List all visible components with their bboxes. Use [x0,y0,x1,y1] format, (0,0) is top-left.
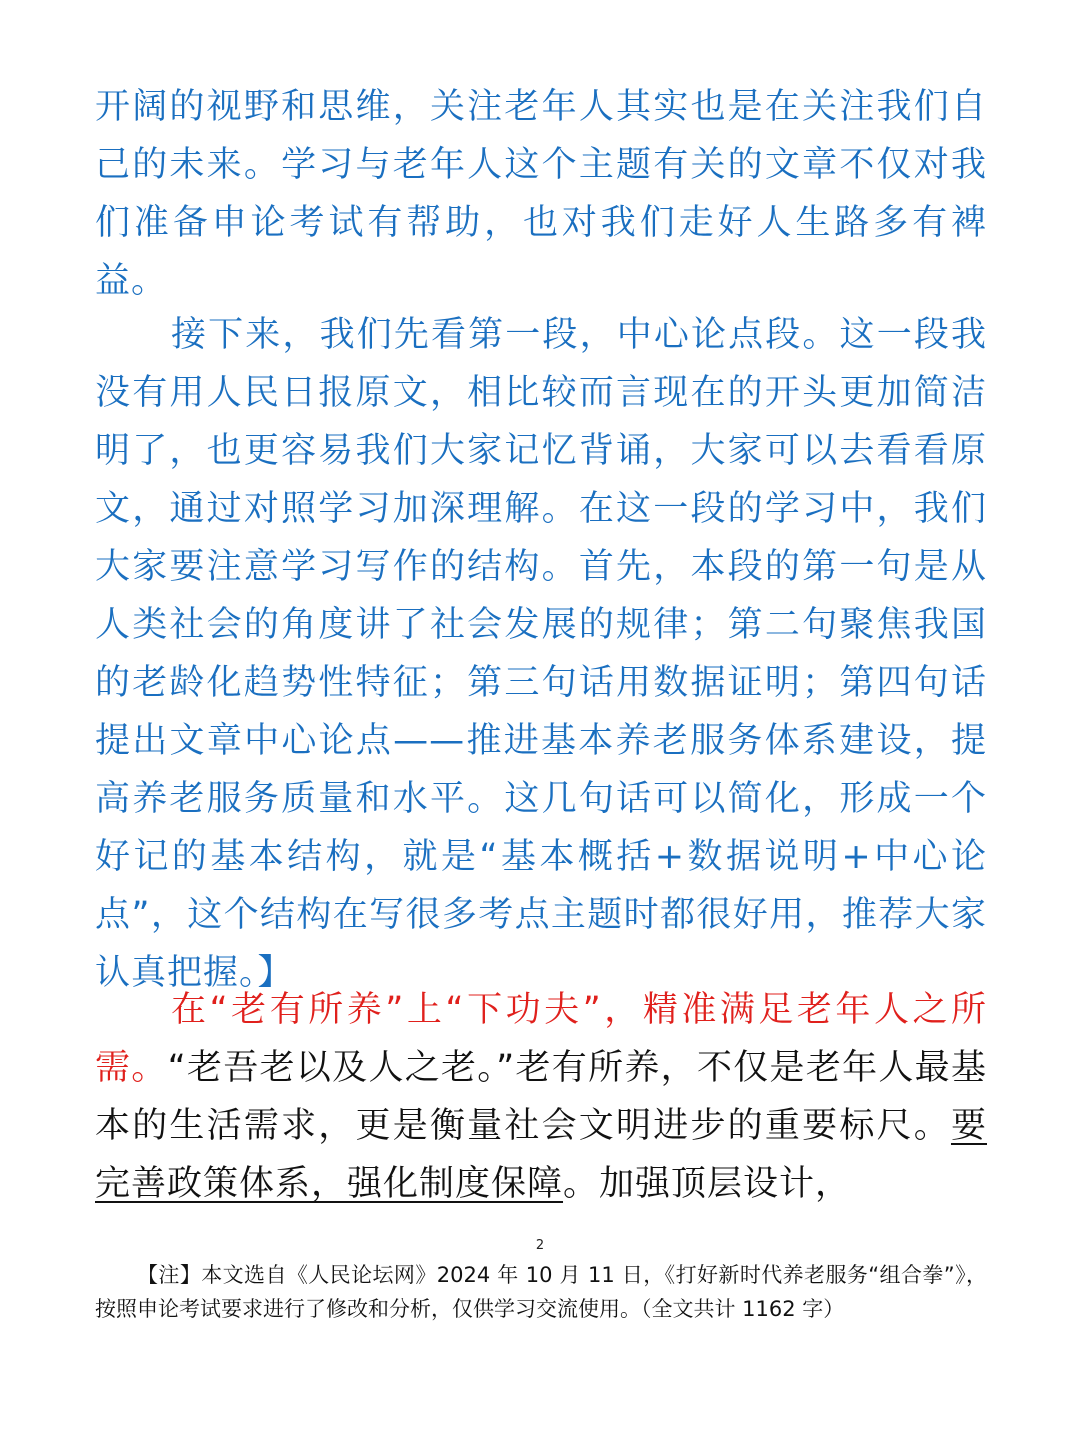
article-body-text: “老吾老以及人之老。”老有所养，不仅是老年人最基本的生活需求，更是衡量社会文明进步的重要标尺。 [95,1048,987,1146]
page-number: 2 [535,1238,545,1253]
section-heading: 在“老有所养”上“下功夫”，精准满足老年人之所需。 [95,990,987,1088]
commentary-paragraph-1: 开阔的视野和思维，关注老年人其实也是在关注我们自己的未来。学习与老年人这个主题有关的文章不仅对我们准备申论考试有帮助，也对我们走好人生路多有裨益。 [95,87,987,301]
commentary-paragraph-2: 接下来，我们先看第一段，中心论点段。这一段我没有用人民日报原文，相比较而言现在的开头更加简洁明了，也更容易我们大家记忆背诵，大家可以去看看原文，通过对照学习加深理解。在这一段的学习中，我们大家要注意学习写作的结构。首先，本段的第一句是从人类社会的角度讲了社会发展的规律；第二句聚焦我国的老龄化趋势性特征；第三句话用数据证明；第四句话提出文章中心论点——推进基本养老服务体系建设，提高养老服务质量和水平。这几句话可以简化，形成一个好记的基本结构，就是“基本概括+数据说明+中心论点”，这个结构在写很多考点主题时都很好用，推荐大家认真把握。】 [95,315,987,993]
underlined-key-point: 要完善政策体系，强化制度保障 [95,1106,987,1204]
article-body-tail: 。加强顶层设计， [563,1164,852,1204]
footnote: 【注】本文选自《人民论坛网》2024 年 10 月 11 日，《打好新时代养老服务“组合拳”》，按照申论考试要求进行了修改和分析，仅供学习交流使用。（全文共计 1162 字） [95,1263,987,1321]
article-paragraph [95,981,987,1213]
